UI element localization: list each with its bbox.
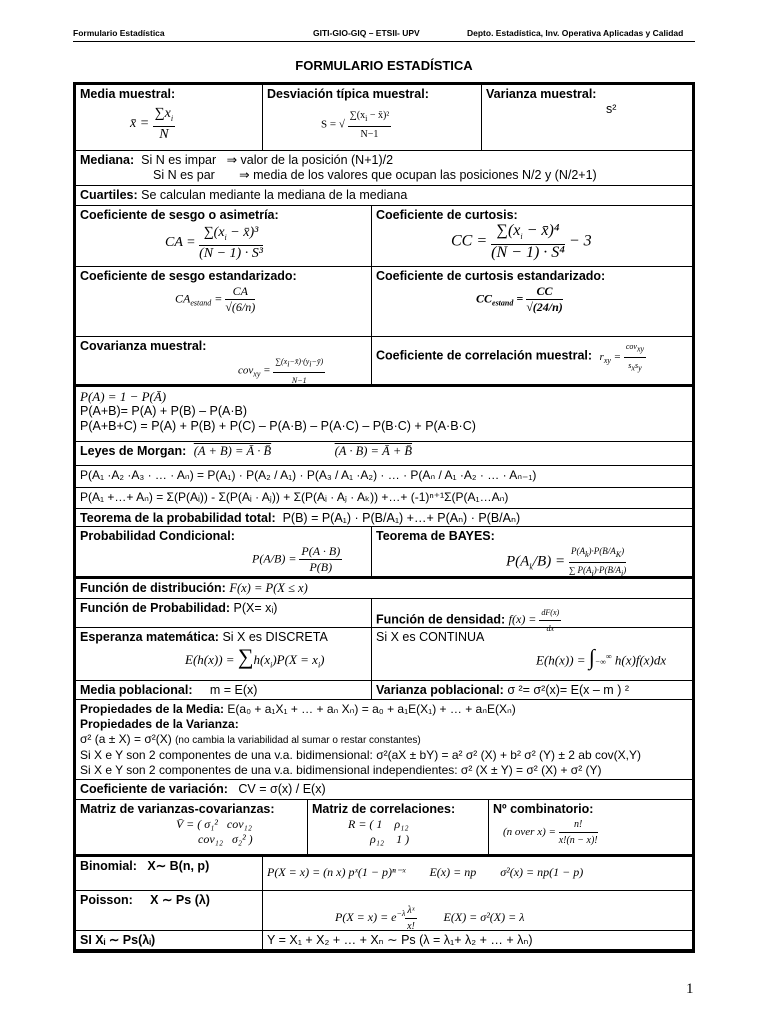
cell-poisson-label — [76, 891, 263, 931]
total-label: Teorema de la probabilidad total: — [80, 511, 276, 525]
prop-var2: Si X e Y son 2 componentes de una v.a. bidimensional: σ²(aX ± bY) = a² σ² (X) + b² σ² (Y) ± 2 ab cov(X,Y) — [80, 748, 641, 762]
curt-est-label: Coeficiente de curtosis estandarizado: — [376, 269, 606, 283]
esp-disc-formula: $E(h(x)) = \sum h(x_i)P(X = x_i)$ — [185, 644, 325, 670]
vp-label: Varianza poblacional: — [376, 683, 504, 697]
row-propiedades — [76, 700, 692, 780]
formula-sheet — [73, 82, 695, 953]
dist-formula: F(x) = P(X ≤ x) — [229, 581, 308, 595]
fprob-value: P(X= xᵢ) — [233, 601, 278, 615]
prop-media-label: Propiedades de la Media: — [80, 702, 225, 716]
cell-covarianza — [76, 337, 372, 385]
row-cov-corr — [76, 337, 692, 385]
row-poblacional — [76, 681, 692, 700]
row-matrices — [76, 800, 692, 855]
dist-label: Función de distribución: — [80, 581, 226, 595]
mediana-par-text: ⇒ media de los valores que ocupan las posiciones N/2 y (N/2+1) — [239, 168, 597, 182]
row-cond-bayes — [76, 527, 692, 577]
morgan-2: (A · B) = Ā + B̄ — [334, 444, 413, 458]
cell-cv — [76, 780, 692, 800]
sesgo-label: Coeficiente de sesgo o asimetría: — [80, 208, 279, 222]
media-formula: x̄ = $\frac{\sum x_i}{N}$ — [130, 106, 174, 142]
varianza-value: s² — [606, 102, 617, 116]
cell-curtosis — [372, 206, 692, 267]
row-sesgo-curtosis — [76, 206, 692, 267]
cell-poisson-formula — [263, 891, 692, 931]
comb-formula: (n over x) = $\frac{n!}{x!(n - x)!}$ — [503, 819, 598, 846]
row-sum — [76, 488, 692, 509]
bayes-formula: $P(A_k/B)$ = $\frac{P(Ak)\cdot P(B/AK)}{\sum P(Ai)\cdot P(B/Ai)}$ — [506, 546, 627, 578]
page-number: 1 — [686, 981, 694, 997]
row-distribucion — [76, 577, 692, 599]
corr-label: Coeficiente de correlación muestral: — [376, 348, 593, 363]
cuartiles-text: Se calculan mediante la mediana de la mediana — [141, 188, 408, 202]
curtosis-formula: CC = $\frac{\sum(x_i - x̄)^4}{\text{(N − 1) · S⁴}}$ − 3 — [451, 222, 592, 262]
cell-var-pob — [372, 681, 692, 700]
mediana-impar-text: ⇒ valor de la posición (N+1)/2 — [226, 153, 394, 167]
header-rule — [73, 41, 695, 42]
mediana-impar: Si N es impar — [141, 153, 217, 167]
mp-value: m = E(x) — [209, 683, 258, 697]
header-center: GITI-GIO-GIQ – ETSII- UPV — [313, 28, 420, 38]
desv-formula: S = √ $\frac{\sum(x_i - x̄)^2}{N-1}$ — [321, 110, 390, 140]
cell-propiedades — [76, 700, 692, 780]
esp-label: Esperanza matemática: — [80, 630, 219, 644]
cell-curt-est — [372, 267, 692, 337]
morgan-1: (A + B) = Ā · B̄ — [193, 444, 272, 458]
cuartiles-label: Cuartiles: — [80, 188, 138, 202]
cell-sesgo — [76, 206, 372, 267]
poisson-dist: X ∼ Ps (λ) — [150, 893, 210, 907]
mp-label: Media poblacional: — [80, 683, 193, 697]
cell-distribucion — [76, 579, 692, 599]
cov-label: Covarianza muestral: — [80, 339, 207, 353]
row-prob-basic — [76, 385, 692, 442]
sesgo-est-label: Coeficiente de sesgo estandarizado: — [80, 269, 297, 283]
poisson-label: Poisson: — [80, 893, 133, 907]
cell-mult: P(A₁ ·A₂ ·A₃ · … · Aₙ) = P(A₁) · P(A₂ / A₁) · P(A₃ / A₁ ·A₂) · … · P(Aₙ / A₁ ·A₂ · … · Aₙ₋₁) — [76, 466, 692, 488]
fdens-formula: f(x) = $\frac{dF(x)}{dx}$ — [509, 612, 562, 626]
cell-mediana — [76, 151, 692, 186]
cell-correlacion — [372, 337, 692, 385]
cv-formula: CV = σ(x) / E(x) — [238, 782, 326, 796]
media-label: Media muestral: — [80, 87, 176, 101]
cell-matriz-corr — [308, 800, 489, 855]
prop-media: E(a₀ + a₁X₁ + … + aₙ Xₙ) = a₀ + a₁E(X₁) + … + aₙE(Xₙ) — [227, 702, 516, 716]
binomial-label: Binomial: — [80, 859, 137, 873]
prob-l3: P(A+B+C) = P(A) + P(B) + P(C) – P(A·B) – P(A·C) – P(B·C) + P(A·B·C) — [80, 419, 476, 433]
corr-matrix-label: Matriz de correlaciones: — [312, 802, 456, 816]
row-estandarizados — [76, 267, 692, 337]
vc-formula: V̄ = ( σ₁² cov₁₂ cov₁₂ σ₂² ) — [176, 817, 253, 846]
prob-l2: P(A+B)= P(A) + P(B) – P(A·B) — [80, 404, 248, 418]
curt-est-formula: $CC_{estand}$ = $\frac{CC}{√(24/n)}$ — [476, 284, 563, 314]
row-suma-poisson — [76, 931, 692, 950]
comb-label: Nº combinatorio: — [493, 802, 594, 816]
fprob-label: Función de Probabilidad: — [80, 601, 230, 615]
row-fprob-fdens — [76, 599, 692, 633]
cell-sixi-label: SI Xᵢ ∼ Ps(λᵢ) — [76, 931, 263, 950]
row-total — [76, 509, 692, 527]
curtosis-label: Coeficiente de curtosis: — [376, 208, 518, 222]
cell-sum: P(A₁ +…+ Aₙ) = Σ(P(Aᵢ)) - Σ(P(Aᵢ · Aⱼ)) + Σ(P(Aᵢ · Aⱼ · Aₖ)) +…+ (-1)ⁿ⁺¹Σ(P(A₁…Aₙ) — [76, 488, 692, 509]
vc-label: Matriz de varianzas-covarianzas: — [80, 802, 275, 816]
total-formula: P(B) = P(A₁) · P(B/A₁) +…+ P(Aₙ) · P(B/Aₙ) — [282, 511, 521, 525]
row-binomial — [76, 855, 692, 891]
binomial-dist: X∼ B(n, p) — [147, 859, 210, 873]
prop-var3: Si X e Y son 2 componentes de una v.a. bidimensional independientes: σ² (X ± Y) = σ² (X) + σ² (Y) — [80, 763, 602, 777]
row-mediana — [76, 151, 692, 186]
bayes-label: Teorema de BAYES: — [376, 529, 495, 543]
cell-desviacion — [263, 85, 482, 151]
cell-combinatorio — [489, 800, 692, 855]
varianza-label: Varianza muestral: — [486, 87, 597, 101]
cell-cuartiles — [76, 186, 692, 206]
page-title: FORMULARIO ESTADÍSTICA — [295, 58, 473, 73]
fdens-label: Función de densidad: — [376, 612, 506, 627]
cell-fprob — [76, 599, 372, 628]
row-esperanza — [76, 628, 692, 681]
row-poisson — [76, 891, 692, 931]
corr-matrix-formula: R = ( 1 ρ₁₂ ρ₁₂ 1 ) — [348, 817, 410, 846]
esp-cont: Si X es CONTINUA — [376, 630, 485, 644]
prop-var1: σ² (a ± X) = σ²(X) — [80, 732, 172, 746]
cell-prob-basic — [76, 387, 692, 442]
prop-var-label: Propiedades de la Varianza: — [80, 717, 239, 731]
prob-l1: P(A) = 1 − P(Ā) — [80, 389, 167, 404]
cond-formula: P(A/B) = $\frac{P(A \cdot B)}{P(B)}$ — [252, 544, 341, 574]
row-morgan — [76, 442, 692, 466]
poisson-formula: $P(X = x) = e^{-\lambda}$ $\frac{\text{λˣ}}{x!}$ E(X) = σ²(X) = λ — [335, 905, 525, 932]
cell-bayes — [372, 527, 692, 577]
header-left: Formulario Estadística — [73, 28, 165, 38]
cell-fdens — [372, 599, 692, 633]
row-cv — [76, 780, 692, 800]
cov-formula: cov$_{xy}$ = $\frac{\sum(xi-x̄)\cdot(yi-ȳ)}{N-1}$ — [238, 354, 367, 388]
esp-disc: Si X es DISCRETA — [222, 630, 328, 644]
cell-sesgo-est — [76, 267, 372, 337]
sesgo-est-formula: $CA_{estand}$ = $\frac{CA}{√(6/n)}$ — [175, 284, 256, 314]
row-cuartiles — [76, 186, 692, 206]
mediana-label: Mediana: — [80, 153, 135, 167]
cell-varianza-muestral — [482, 85, 692, 151]
row-basic-stats — [76, 85, 692, 151]
binomial-formula: P(X = x) = (n x) pˣ(1 − p)ⁿ⁻ˣ E(x) = np σ²(x) = np(1 − p) — [267, 865, 584, 879]
cell-matriz-vc — [76, 800, 308, 855]
corr-formula: $r_{xy}$ = $\frac{\text{covxy}}{\text{sxsy}}$ — [600, 351, 647, 363]
cond-label: Probabilidad Condicional: — [80, 529, 235, 543]
cell-media-pob — [76, 681, 372, 700]
cell-binomial-label — [76, 857, 263, 891]
cell-condicional — [76, 527, 372, 577]
cell-binomial-formula — [263, 857, 692, 891]
desv-label: Desviación típica muestral: — [267, 87, 429, 101]
morgan-label: Leyes de Morgan: — [80, 444, 187, 458]
cell-esp-cont — [372, 628, 692, 681]
cell-media-muestral — [76, 85, 263, 151]
sesgo-formula: CA = $\frac{\sum(x_i - x̄)^3}{\text{(N − 1) · S³}}$ — [165, 225, 263, 261]
vp-value: σ ²= σ²(x)= E(x – m ) ² — [507, 683, 629, 697]
header-right: Depto. Estadística, Inv. Operativa Aplicadas y Calidad — [467, 28, 684, 38]
cell-esp-disc — [76, 628, 372, 681]
esp-cont-formula: E(h(x)) = ∫−∞∞ h(x)f(x)dx — [536, 644, 667, 670]
cell-morgan — [76, 442, 692, 466]
row-mult — [76, 466, 692, 488]
prop-var1-note: (no cambia la variabilidad al sumar o restar constantes) — [175, 735, 421, 746]
cv-label: Coeficiente de variación: — [80, 782, 228, 796]
mediana-par: Si N es par — [153, 168, 215, 182]
cell-sixi-text: Y = X₁ + X₂ + … + Xₙ ∼ Ps (λ = λ₁+ λ₂ + … + λₙ) — [263, 931, 692, 950]
cell-total — [76, 509, 692, 527]
